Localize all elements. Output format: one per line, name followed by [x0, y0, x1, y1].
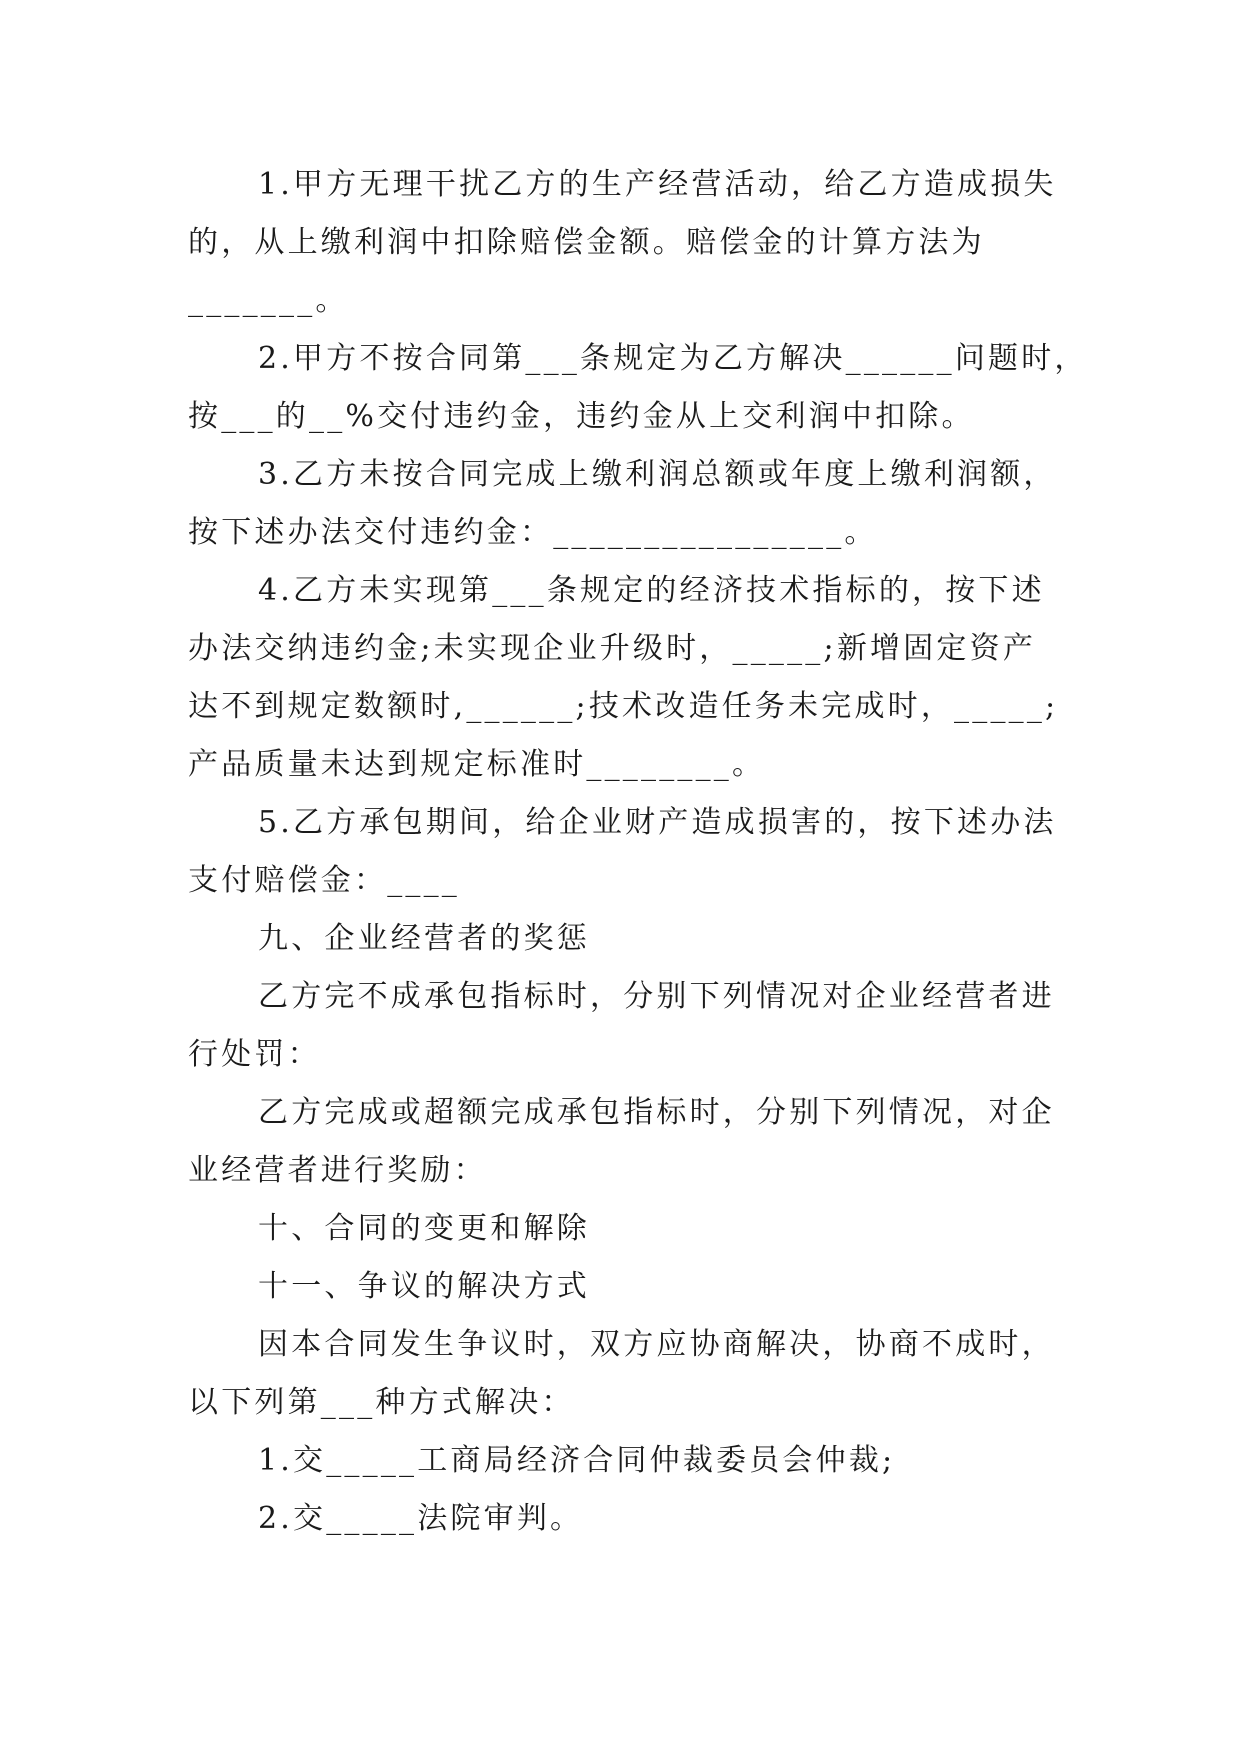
section-heading-rewards-penalties: 九、企业经营者的奖惩 — [258, 921, 590, 956]
paragraph-5-line-2: 支付赔偿金：____ — [188, 863, 460, 898]
paragraph-8-line-2: 以下列第___种方式解决： — [188, 1385, 575, 1420]
paragraph-7-line-1: 乙方完成或超额完成承包指标时，分别下列情况，对企 — [258, 1095, 1055, 1130]
paragraph-4-line-4: 产品质量未达到规定标准时________。 — [188, 747, 766, 782]
dispute-option-1: 1.交_____工商局经济合同仲裁委员会仲裁; — [258, 1443, 896, 1478]
paragraph-1-line-3: _______。 — [188, 283, 349, 318]
dispute-option-2: 2.交_____法院审判。 — [258, 1501, 584, 1536]
paragraph-8-line-1: 因本合同发生争议时，双方应协商解决，协商不成时， — [258, 1327, 1055, 1362]
paragraph-3-line-2: 按下述办法交付违约金：________________。 — [188, 515, 878, 550]
paragraph-5-line-1: 5.乙方承包期间，给企业财产造成损害的，按下述办法 — [258, 805, 1057, 840]
paragraph-6-line-1: 乙方完不成承包指标时，分别下列情况对企业经营者进 — [258, 979, 1055, 1014]
paragraph-2-line-1: 2.甲方不按合同第___条规定为乙方解决______问题时， — [258, 341, 1088, 376]
paragraph-1-line-1: 1.甲方无理干扰乙方的生产经营活动，给乙方造成损失 — [258, 167, 1057, 202]
paragraph-4-line-1: 4.乙方未实现第___条规定的经济技术指标的，按下述 — [258, 573, 1045, 608]
section-heading-disputes: 十一、争议的解决方式 — [258, 1269, 590, 1304]
paragraph-4-line-2: 办法交纳违约金;未实现企业升级时，_____;新增固定资产 — [188, 631, 1037, 666]
paragraph-2-line-2: 按___的__%交付违约金，违约金从上交利润中扣除。 — [188, 399, 975, 434]
paragraph-3-line-1: 3.乙方未按合同完成上缴利润总额或年度上缴利润额， — [258, 457, 1057, 492]
paragraph-1-line-2: 的，从上缴利润中扣除赔偿金额。赔偿金的计算方法为 — [188, 225, 985, 260]
paragraph-7-line-2: 业经营者进行奖励： — [188, 1153, 487, 1188]
section-heading-modification: 十、合同的变更和解除 — [258, 1211, 590, 1246]
paragraph-6-line-2: 行处罚： — [188, 1037, 321, 1072]
paragraph-4-line-3: 达不到规定数额时,______;技术改造任务未完成时，_____; — [188, 689, 1059, 724]
document-body — [188, 156, 1088, 1548]
